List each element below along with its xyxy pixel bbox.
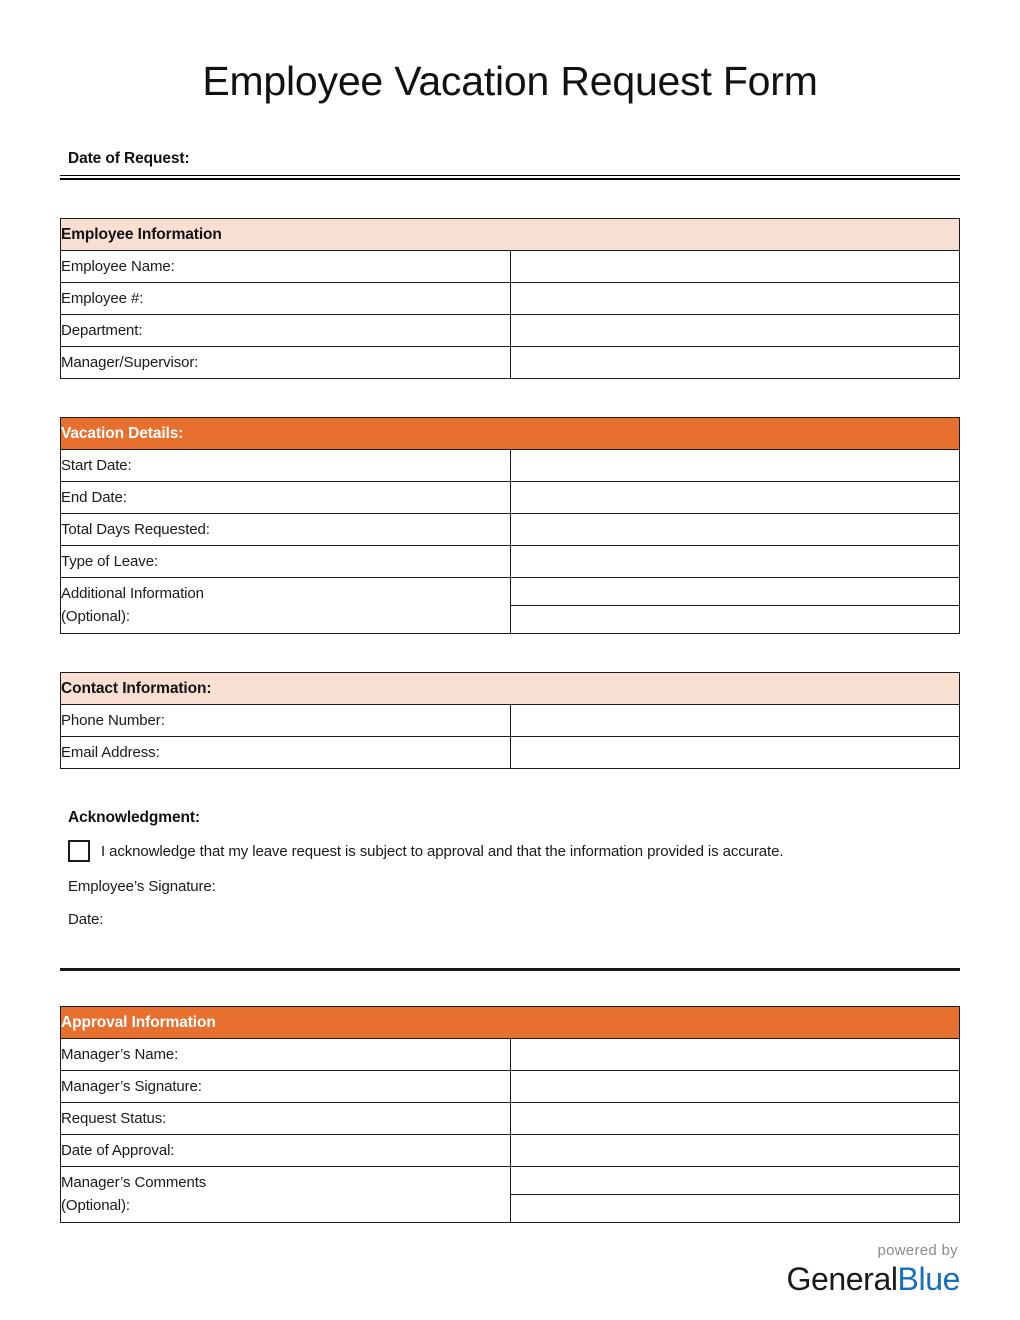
label-additional-information-line2: (Optional): bbox=[61, 607, 130, 625]
date-of-request-block bbox=[60, 150, 960, 180]
label-managers-name: Manager’s Name: bbox=[61, 1039, 511, 1071]
acknowledgment-block bbox=[60, 769, 960, 928]
label-end-date: End Date: bbox=[61, 482, 511, 514]
table-row bbox=[61, 514, 960, 546]
table-row bbox=[61, 347, 960, 379]
field-type-of-leave[interactable] bbox=[510, 546, 960, 578]
field-department[interactable] bbox=[510, 315, 960, 347]
spacer bbox=[0, 634, 1020, 672]
brand-name-general: General bbox=[786, 1261, 898, 1297]
label-total-days-requested: Total Days Requested: bbox=[61, 514, 511, 546]
table-row bbox=[61, 1167, 960, 1195]
vacation-details-table bbox=[60, 417, 960, 634]
label-department: Department: bbox=[61, 315, 511, 347]
brand-name-blue: Blue bbox=[897, 1261, 960, 1297]
table-row bbox=[61, 1103, 960, 1135]
field-date-of-approval[interactable] bbox=[510, 1135, 960, 1167]
table-row bbox=[61, 578, 960, 606]
table-header-row bbox=[61, 673, 960, 705]
table-row bbox=[61, 315, 960, 347]
table-row bbox=[61, 737, 960, 769]
acknowledgment-title: Acknowledgment: bbox=[68, 809, 200, 827]
label-start-date: Start Date: bbox=[61, 450, 511, 482]
employee-signature-date-label: Date: bbox=[68, 911, 104, 929]
field-manager-supervisor[interactable] bbox=[510, 347, 960, 379]
label-additional-information bbox=[61, 578, 511, 634]
table-row bbox=[61, 1071, 960, 1103]
label-request-status: Request Status: bbox=[61, 1103, 511, 1135]
section-separator bbox=[60, 968, 960, 971]
date-of-request-label: Date of Request: bbox=[68, 150, 190, 168]
field-additional-information-line2[interactable] bbox=[510, 606, 960, 634]
field-end-date[interactable] bbox=[510, 482, 960, 514]
table-header-row bbox=[61, 418, 960, 450]
table-row bbox=[61, 705, 960, 737]
field-employee-number[interactable] bbox=[510, 283, 960, 315]
label-email-address: Email Address: bbox=[61, 737, 511, 769]
spacer bbox=[0, 379, 1020, 417]
field-total-days-requested[interactable] bbox=[510, 514, 960, 546]
page-title: Employee Vacation Request Form bbox=[202, 58, 818, 104]
table-row bbox=[61, 283, 960, 315]
approval-section-wrapper bbox=[0, 1006, 1020, 1223]
field-employee-name[interactable] bbox=[510, 251, 960, 283]
acknowledgment-checkbox[interactable] bbox=[68, 840, 90, 862]
label-date-of-approval: Date of Approval: bbox=[61, 1135, 511, 1167]
employee-information-table bbox=[60, 218, 960, 379]
field-managers-comments-line2[interactable] bbox=[510, 1195, 960, 1223]
employee-signature-label: Employee’s Signature: bbox=[68, 878, 216, 896]
field-managers-name[interactable] bbox=[510, 1039, 960, 1071]
table-row bbox=[61, 1135, 960, 1167]
label-managers-comments-line2: (Optional): bbox=[61, 1196, 130, 1214]
approval-information-table bbox=[60, 1006, 960, 1223]
section-header-employee-information: Employee Information bbox=[61, 219, 960, 251]
generalblue-logo bbox=[787, 1263, 961, 1295]
section-header-contact-information: Contact Information: bbox=[61, 673, 960, 705]
label-managers-comments-line1: Manager’s Comments bbox=[61, 1174, 207, 1192]
label-manager-supervisor: Manager/Supervisor: bbox=[61, 347, 511, 379]
table-header-row bbox=[61, 1007, 960, 1039]
acknowledgment-row bbox=[60, 840, 960, 862]
section-header-approval-information: Approval Information bbox=[61, 1007, 960, 1039]
powered-by-label: powered by bbox=[877, 1242, 958, 1259]
field-phone-number[interactable] bbox=[510, 705, 960, 737]
field-start-date[interactable] bbox=[510, 450, 960, 482]
contact-information-table bbox=[60, 672, 960, 769]
acknowledgment-text: I acknowledge that my leave request is subject to approval and that the information provided is accurate. bbox=[101, 842, 784, 860]
table-row bbox=[61, 251, 960, 283]
field-request-status[interactable] bbox=[510, 1103, 960, 1135]
table-row bbox=[61, 1039, 960, 1071]
label-employee-name: Employee Name: bbox=[61, 251, 511, 283]
section-header-vacation-details: Vacation Details: bbox=[61, 418, 960, 450]
label-employee-number: Employee #: bbox=[61, 283, 511, 315]
label-additional-information-line1: Additional Information bbox=[61, 585, 204, 603]
spacer bbox=[0, 180, 1020, 218]
field-managers-signature[interactable] bbox=[510, 1071, 960, 1103]
footer-branding bbox=[787, 1243, 961, 1295]
label-managers-comments bbox=[61, 1167, 511, 1223]
table-row bbox=[61, 482, 960, 514]
field-additional-information-line1[interactable] bbox=[510, 578, 960, 606]
field-managers-comments-line1[interactable] bbox=[510, 1167, 960, 1195]
field-email-address[interactable] bbox=[510, 737, 960, 769]
label-phone-number: Phone Number: bbox=[61, 705, 511, 737]
table-row bbox=[61, 450, 960, 482]
label-managers-signature: Manager’s Signature: bbox=[61, 1071, 511, 1103]
table-row bbox=[61, 546, 960, 578]
label-type-of-leave: Type of Leave: bbox=[61, 546, 511, 578]
table-header-row bbox=[61, 219, 960, 251]
